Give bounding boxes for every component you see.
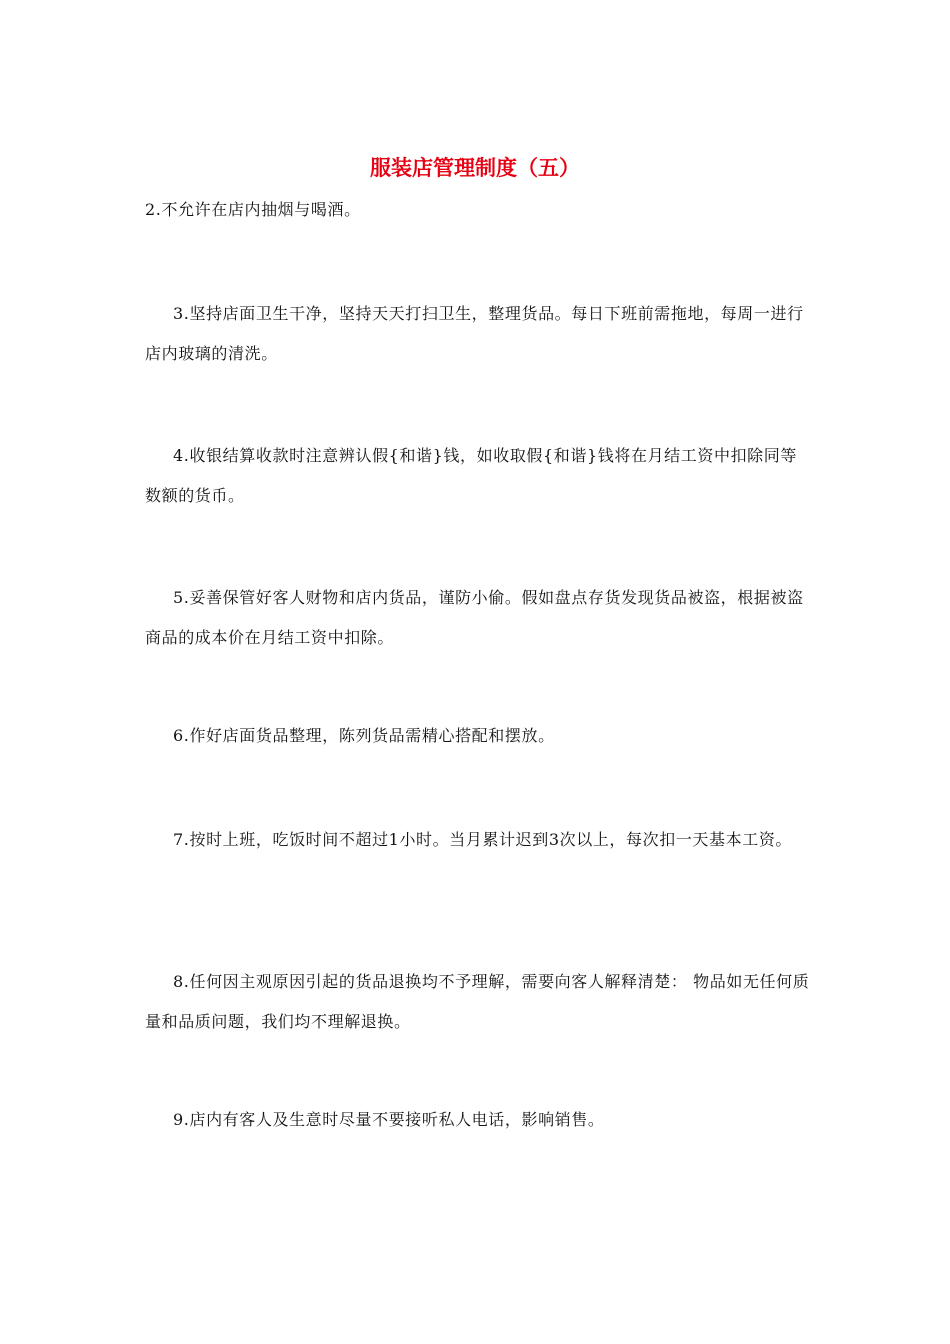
rule-paragraph-8 [145, 962, 810, 1042]
rule-paragraph-5 [145, 578, 810, 658]
rule-text-8: 8.任何因主观原因引起的货品退换均不予理解，需要向客人解释清楚： 物品如无任何质量和品质问题，我们均不理解退换。 [145, 972, 810, 1031]
rule-paragraph-3 [145, 294, 810, 374]
rule-paragraph-7 [145, 820, 810, 860]
rule-text-3: 3.坚持店面卫生干净，坚持天天打扫卫生，整理货品。每日下班前需拖地，每周一进行店内玻璃的清洗。 [145, 304, 804, 363]
rule-text-5: 5.妥善保管好客人财物和店内货品，谨防小偷。假如盘点存货发现货品被盗，根据被盗商品的成本价在月结工资中扣除。 [145, 588, 804, 647]
rule-paragraph-4 [145, 436, 810, 516]
rule-paragraph-2 [145, 190, 810, 230]
rule-text-7: 7.按时上班，吃饭时间不超过1小时。当月累计迟到3次以上，每次扣一天基本工资。 [173, 830, 793, 849]
rule-text-6: 6.作好店面货品整理，陈列货品需精心搭配和摆放。 [173, 726, 555, 745]
rule-text-4: 4.收银结算收款时注意辨认假{和谐}钱，如收取假{和谐}钱将在月结工资中扣除同等数额的货币。 [145, 446, 797, 505]
rule-paragraph-9 [145, 1100, 810, 1140]
rule-paragraph-6 [145, 716, 810, 756]
rule-text-2: 2.不允许在店内抽烟与喝酒。 [145, 200, 361, 219]
document-title: 服装店管理制度（五） [370, 156, 580, 180]
rule-text-9: 9.店内有客人及生意时尽量不要接听私人电话，影响销售。 [173, 1110, 605, 1129]
